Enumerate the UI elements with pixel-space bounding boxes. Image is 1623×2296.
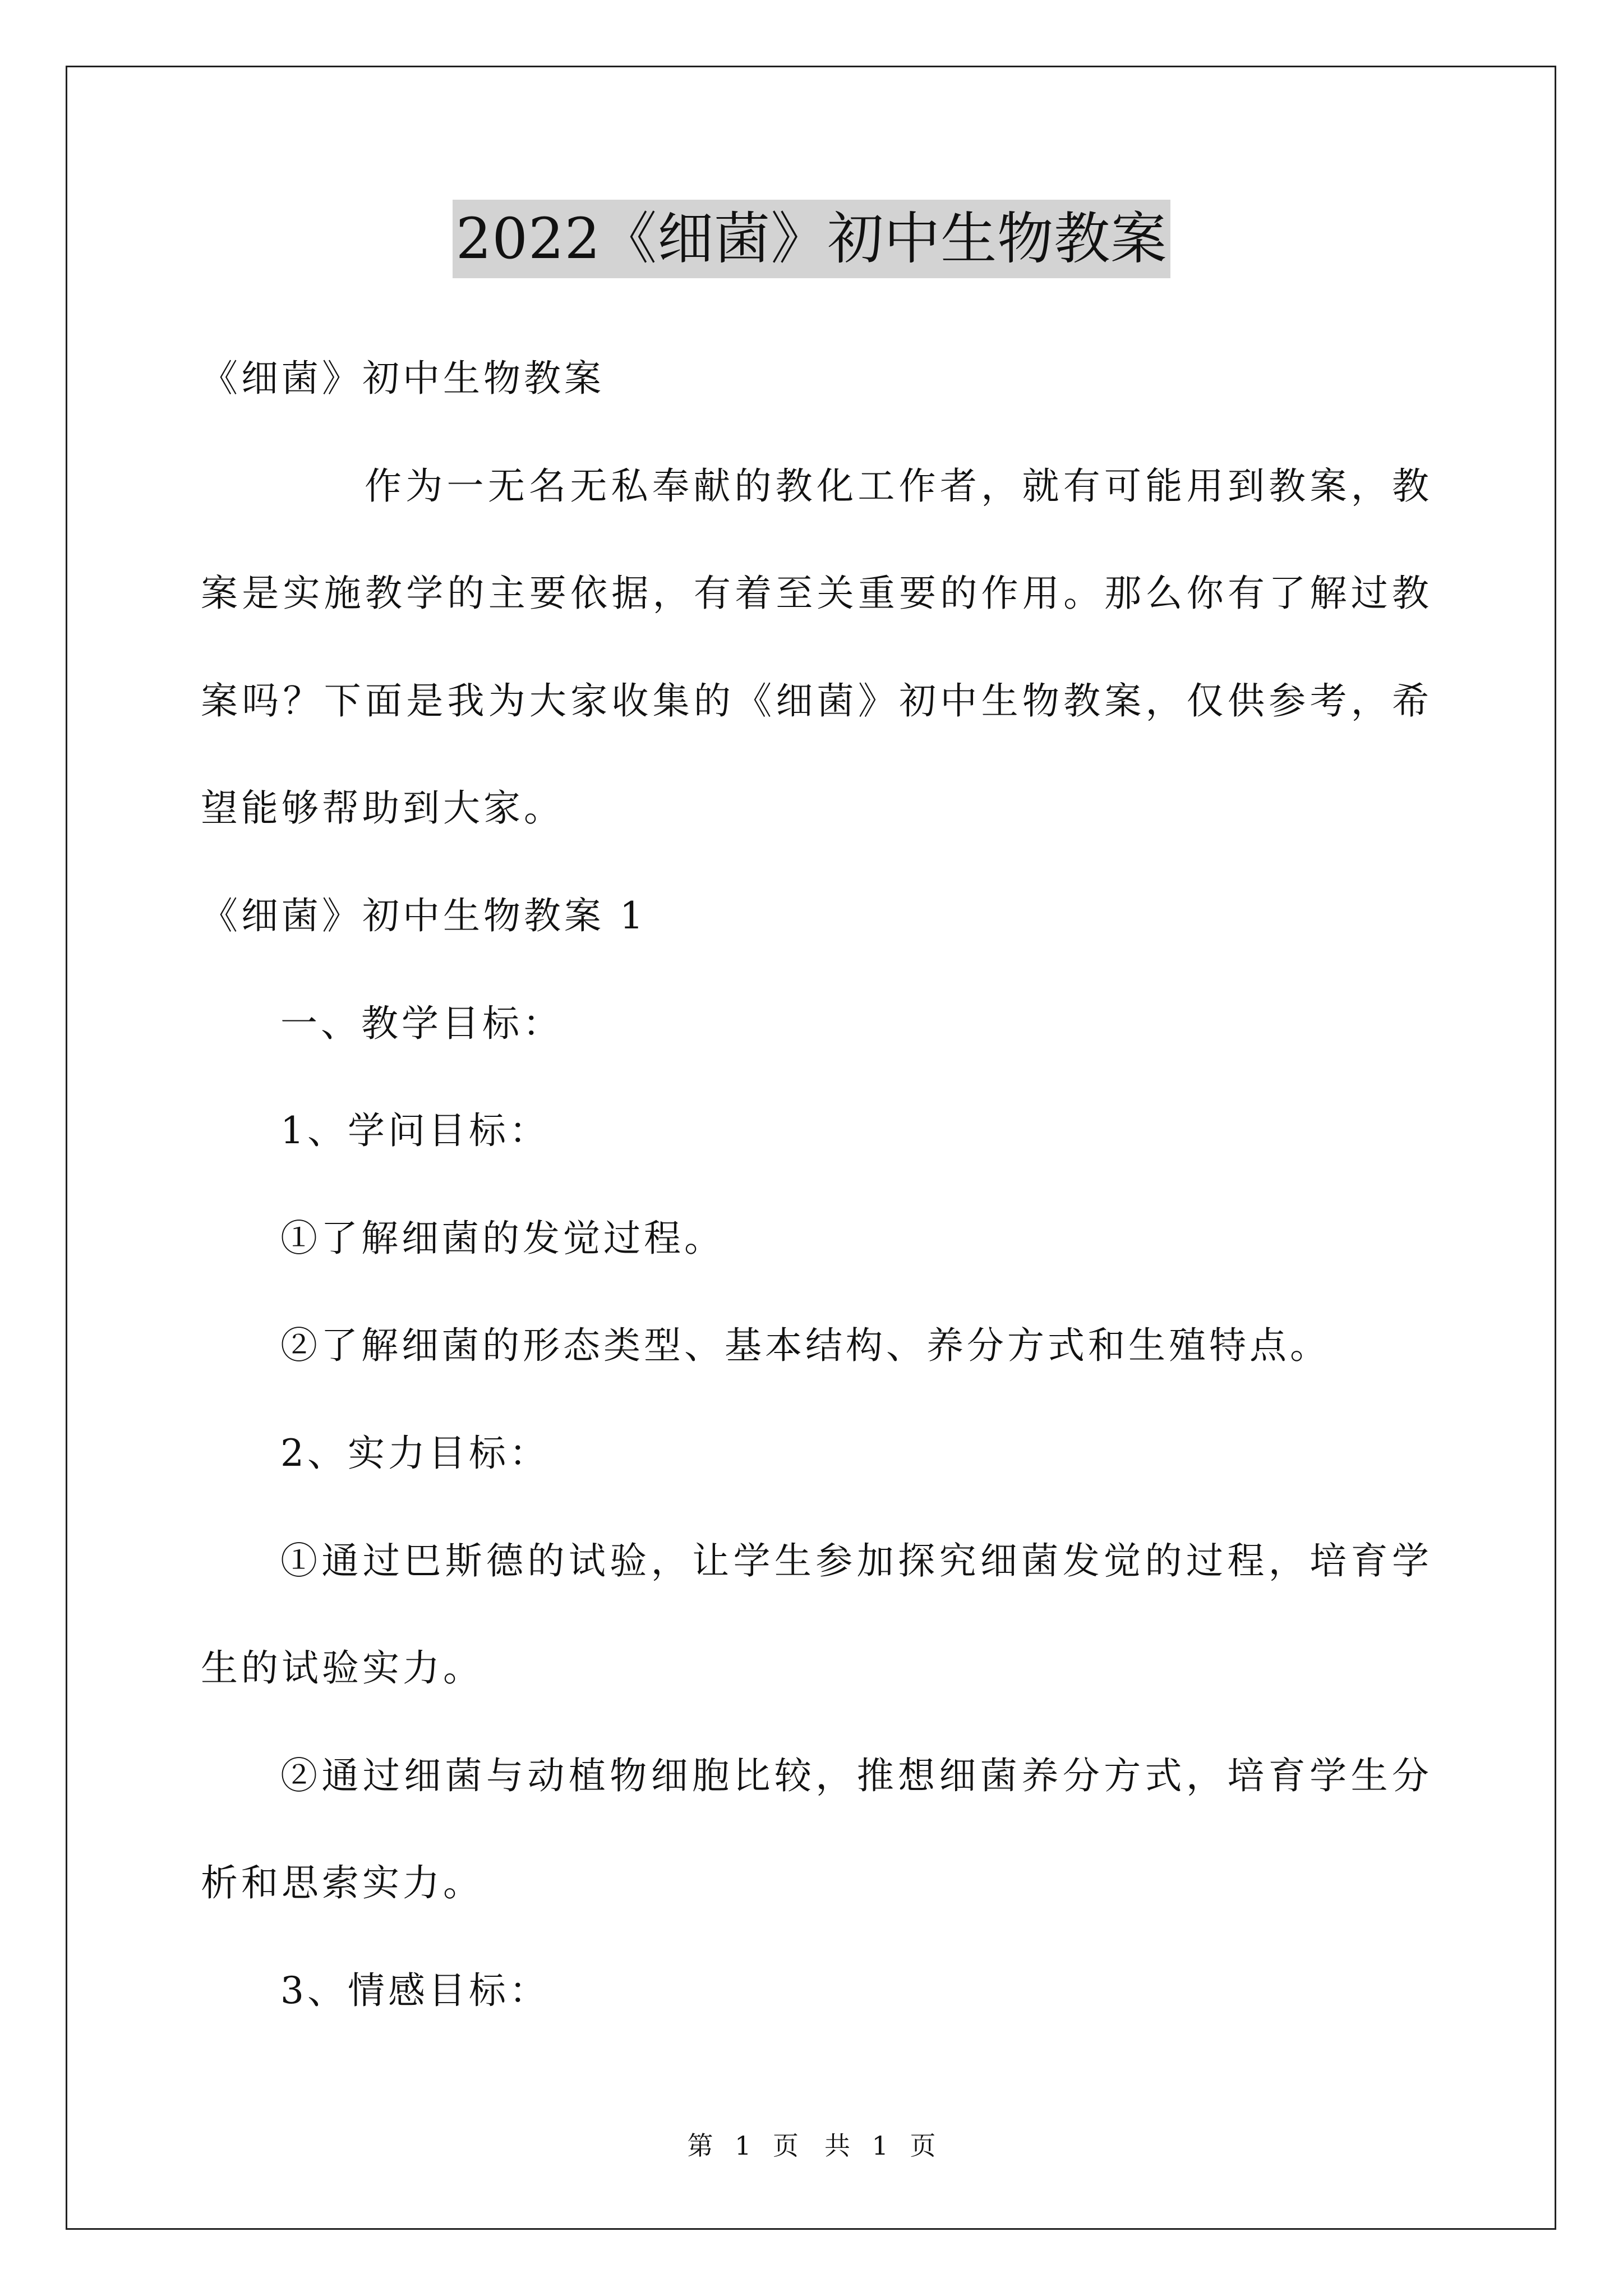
intro-line-1: 作为一无名无私奉献的教化工作者，就有可能用到教案，教 (365, 464, 1429, 508)
intro-line-3: 案吗？下面是我为大家收集的《细菌》初中生物教案，仅供参考，希 (201, 679, 1429, 723)
intro-line-4: 望能够帮助到大家。 (201, 786, 564, 830)
list-item-continuation: 生的试验实力。 (201, 1646, 483, 1690)
list-item-continuation: 析和思索实力。 (201, 1861, 483, 1904)
intro-line-2: 案是实施教学的主要依据，有着至关重要的作用。那么你有了解过教 (201, 572, 1429, 615)
page-number: 第 1 页 共 1 页 (687, 2131, 936, 2161)
subtitle-line: 《细菌》初中生物教案 (201, 357, 605, 400)
document-title: 2022《细菌》初中生物教案 (453, 200, 1171, 278)
heading-knowledge-goals: 1、学问目标： (280, 1109, 550, 1152)
section-heading: 《细菌》初中生物教案 1 (201, 894, 647, 937)
heading-teaching-goals: 一、教学目标： (280, 1002, 563, 1045)
list-item: ②了解细菌的形态类型、基本结构、养分方式和生殖特点。 (280, 1324, 1330, 1367)
list-item: ②通过细菌与动植物细胞比较，推想细菌养分方式，培育学生分 (280, 1754, 1429, 1797)
title-container (0, 200, 1623, 278)
list-item: ①通过巴斯德的试验，让学生参加探究细菌发觉的过程，培育学 (280, 1539, 1429, 1582)
list-item: ①了解细菌的发觉过程。 (280, 1217, 725, 1260)
heading-emotion-goals: 3、情感目标： (280, 1969, 550, 2012)
heading-ability-goals: 2、实力目标： (280, 1432, 550, 1475)
